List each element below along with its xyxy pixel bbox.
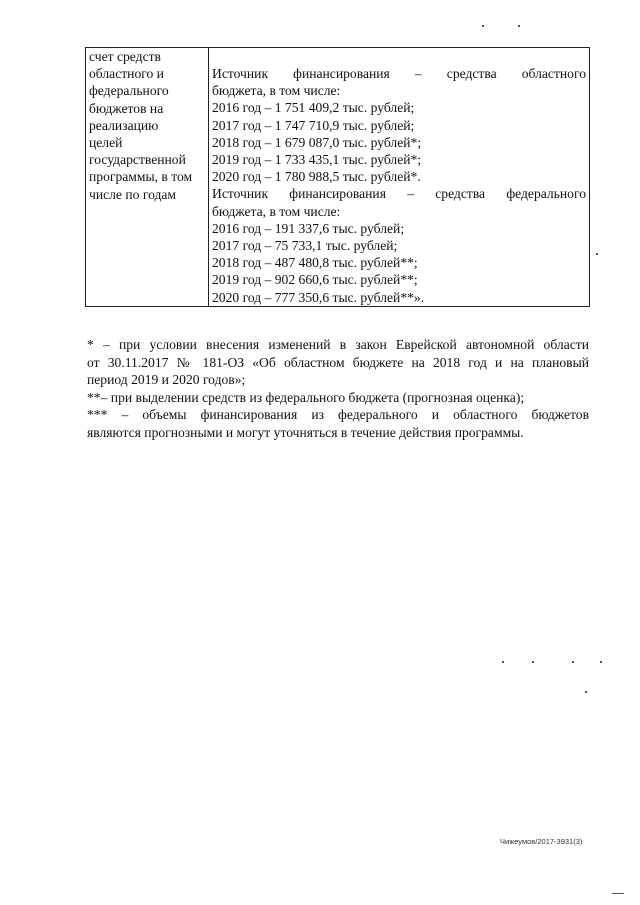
footnote-3-line-2: являются прогнозными и могут уточняться в течение действия программы. [87,424,524,440]
footnote-2: **– при выделении средств из федерального бюджета (прогнозная оценка); [87,389,525,405]
scan-speck [502,661,504,663]
federal-year-2016: 2016 год – 191 337,6 тыс. рублей; [212,220,405,236]
label-line: федерального [89,83,169,99]
label-line: программы, в том [89,169,193,185]
regional-year-2019: 2019 год – 1 733 435,1 тыс. рублей*; [212,152,422,168]
regional-source-heading-cont: бюджета, в том числе: [212,83,341,99]
regional-source-heading: Источник финансирования – средства областного [212,66,586,81]
federal-source-heading: Источник финансирования – средства федерального [212,186,586,202]
scan-speck [612,893,624,894]
scan-speck [518,25,520,27]
regional-year-2017: 2017 год – 1 747 710,9 тыс. рублей; [212,117,415,133]
federal-source-heading-cont: бюджета, в том числе: [212,203,341,219]
label-line: числе по годам [89,186,177,202]
financing-table [85,47,590,307]
footnotes [87,336,589,441]
label-line: государственной [89,152,186,168]
regional-year-2016: 2016 год – 1 751 409,2 тыс. рублей; [212,100,415,116]
financing-values-cell [209,48,590,307]
regional-year-2018: 2018 год – 1 679 087,0 тыс. рублей*; [212,134,422,150]
scan-speck [600,661,602,663]
scan-speck [482,25,484,27]
blank-line [212,48,586,65]
label-line: реализацию [89,117,159,133]
footnote-3-line-1: *** – объемы финансирования из федерального и областного бюджетов [87,407,589,422]
footnote-1-line-1: * – при условии внесения изменений в закон Еврейской автономной области [87,337,589,352]
federal-year-2018: 2018 год – 487 480,8 тыс. рублей**; [212,255,418,271]
label-line: счет средств [89,49,161,64]
document-code: Чижеумов/2017-3931(3) [500,837,583,846]
table-row [86,48,590,307]
regional-year-2020: 2020 год – 1 780 988,5 тыс. рублей*. [212,169,421,185]
federal-year-2017: 2017 год – 75 733,1 тыс. рублей; [212,238,398,254]
footnote-1-line-3: период 2019 и 2020 годов»; [87,372,246,387]
federal-year-2020: 2020 год – 777 350,6 тыс. рублей**». [212,289,425,305]
scan-speck [532,661,534,663]
scan-speck [585,691,587,693]
footnote-1-line-2: от 30.11.2017 № 181-ОЗ «Об областном бюджете на 2018 год и на плановый [87,354,589,370]
row-label-cell [86,48,209,307]
federal-year-2019: 2019 год – 902 660,6 тыс. рублей**; [212,272,418,288]
scan-speck [572,661,574,663]
label-line: областного и [89,66,164,82]
label-line: бюджетов на [89,100,164,116]
label-line: целей [89,135,123,151]
scan-speck [596,253,598,255]
